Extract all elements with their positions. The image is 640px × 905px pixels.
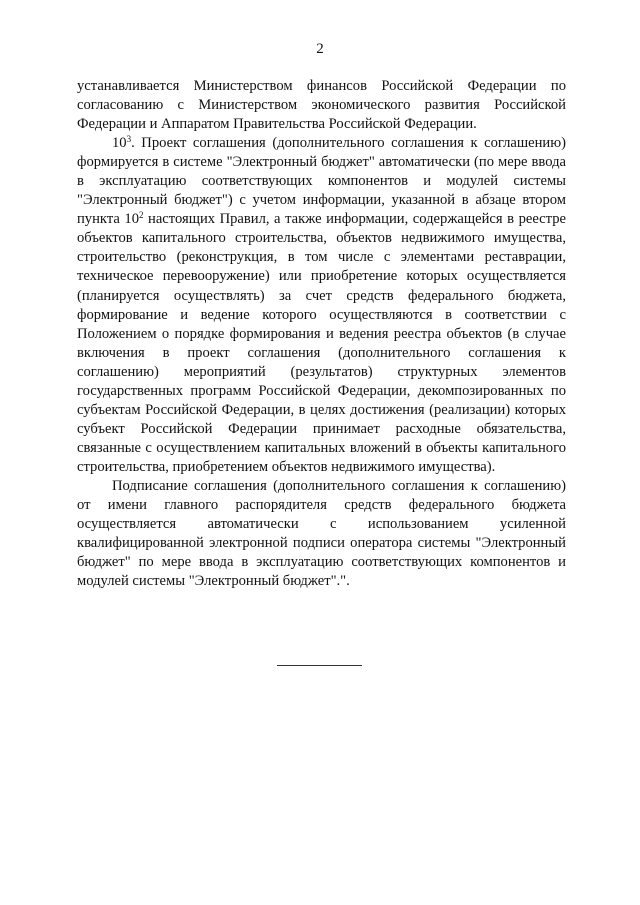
item-number: 10 bbox=[112, 135, 127, 152]
item-number-superscript: 3 bbox=[126, 134, 132, 145]
document-body bbox=[77, 77, 566, 591]
page-number: 2 bbox=[316, 41, 324, 57]
item-text: соглашения (дополнительного соглашения к соглашению) формируется в системе "Электронный бюджет" автоматически (по мере ввода в эксплуатацию соответствующих компонентов и модулей системы "Электронный бюджет") с учетом информации, указанной в абзаце втором пункта bbox=[77, 135, 566, 228]
item-lead: . Проект bbox=[131, 135, 187, 152]
paragraph-item-10-3 bbox=[77, 134, 566, 477]
paragraph-signing: Подписание соглашения (дополнительного соглашения к соглашению) от имени главного распорядителя средств федерального бюджета осуществляется автоматически с использованием усиленной квалифицированной электронной подписи оператора системы "Электронный бюджет" по мере ввода в эксплуатацию соответствующих компонентов и модулей системы "Электронный бюджет".". bbox=[77, 477, 566, 590]
item-text-tail: настоящих Правил, а также информации, содержащейся в реестре объектов капитального строительства, объектов недвижимого имущества, строительство (реконструкция, в том числе с элементами реставрации, техническое перевооружение) или приобретение которых осуществляется (планируется осуществлять) за счет средств федерального бюджета, формирование и ведение которого осуществляются в соответствии с Положением о порядке формирования и ведения реестра объектов (в случае включения в проект соглашения (дополнительного соглашения к соглашению) мероприятий (результатов) структурных элементов государственных программ Российской Федерации, декомпозированных по субъектам Российской Федерации, в целях достижения (реализации) которых субъект Российской Федерации принимает расходные обязательства, связанные с осуществлением капитальных вложений в объекты капитального строительства, приобретением объектов недвижимого имущества). bbox=[77, 211, 566, 475]
paragraph-continuation: устанавливается Министерством финансов Российской Федерации по согласованию с Министерством экономического развития Российской Федерации и Аппаратом Правительства Российской Федерации. bbox=[77, 78, 566, 133]
reference-number: 10 bbox=[124, 211, 139, 228]
end-of-text-rule bbox=[277, 665, 362, 666]
reference-superscript: 2 bbox=[138, 210, 144, 221]
